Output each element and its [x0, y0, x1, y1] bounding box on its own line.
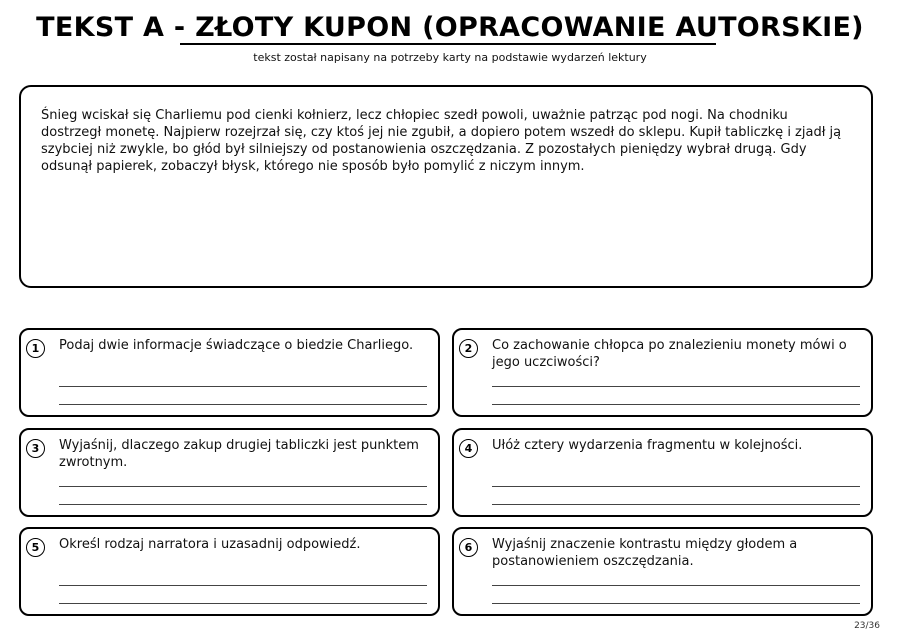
worksheet-title: TEKST A - ZŁOTY KUPON (OPRACOWANIE AUTORSKIE) [36, 12, 864, 43]
question-5-box [19, 527, 440, 616]
question-5-number: 5 [26, 538, 45, 557]
question-6-answer-line-2[interactable] [492, 603, 860, 604]
question-6-text: Wyjaśnij znaczenie kontrastu między głodem a postanowieniem oszczędzania. [492, 537, 798, 569]
question-2-text: Co zachowanie chłopca po znalezieniu monety mówi o jego uczciwości? [492, 338, 847, 370]
question-2-answer-line-1[interactable] [492, 386, 860, 387]
question-6-answer-line-1[interactable] [492, 585, 860, 586]
worksheet-subtitle: tekst został napisany na potrzeby karty na podstawie wydarzeń lektury [253, 51, 647, 64]
title-underline [180, 43, 716, 45]
question-4-box [452, 428, 873, 517]
passage-box [19, 85, 873, 288]
question-2-answer-line-2[interactable] [492, 404, 860, 405]
question-3-text: Wyjaśnij, dlaczego zakup drugiej tabliczki jest punktem zwrotnym. [59, 438, 419, 470]
question-5-text: Określ rodzaj narratora i uzasadnij odpowiedź. [59, 537, 361, 552]
passage-text: Śnieg wciskał się Charliemu pod cienki kołnierz, lecz chłopiec szedł powoli, uważnie patrząc pod nogi. Na chodniku dostrzegł monetę. Najpierw rozejrzał się, czy ktoś jej nie zgubił, a dopiero potem wszedł do sklepu. Kupił tabliczkę i zjadł ją szybciej niż zwykle, bo głód był silniejszy od postanowienia oszczędzania. Z pozostałych pieniędzy wybrał drugą. Gdy odsunął papierek, zobaczył błysk, którego nie sposób było pomylić z niczym innym. [41, 108, 842, 174]
question-4-text: Ułóż cztery wydarzenia fragmentu w kolejności. [492, 438, 803, 453]
question-6-box [452, 527, 873, 616]
question-3-answer-line-1[interactable] [59, 486, 427, 487]
question-2-box [452, 328, 873, 417]
question-4-number: 4 [459, 439, 478, 458]
question-4-answer-line-2[interactable] [492, 504, 860, 505]
question-1-number: 1 [26, 339, 45, 358]
question-1-answer-line-2[interactable] [59, 404, 427, 405]
question-3-number: 3 [26, 439, 45, 458]
question-4-answer-line-1[interactable] [492, 486, 860, 487]
question-1-text: Podaj dwie informacje świadczące o biedzie Charliego. [59, 338, 414, 353]
question-3-answer-line-2[interactable] [59, 504, 427, 505]
question-3-box [19, 428, 440, 517]
question-6-number: 6 [459, 538, 478, 557]
page-number: 23/36 [854, 621, 880, 631]
question-2-number: 2 [459, 339, 478, 358]
question-1-answer-line-1[interactable] [59, 386, 427, 387]
question-5-answer-line-1[interactable] [59, 585, 427, 586]
question-5-answer-line-2[interactable] [59, 603, 427, 604]
question-1-box [19, 328, 440, 417]
